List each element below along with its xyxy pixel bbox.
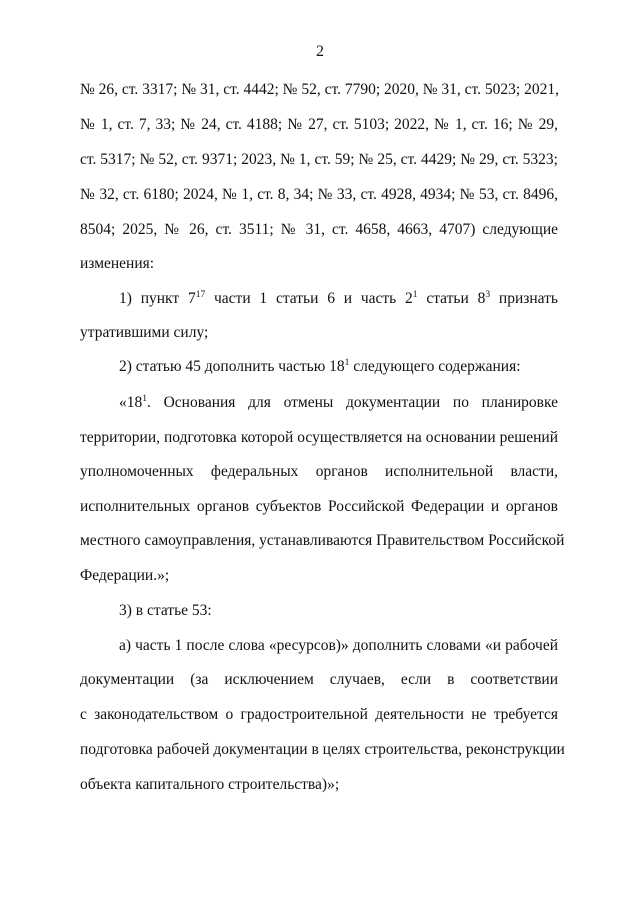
text-line: № 26, ст. 3317; № 31, ст. 4442; № 52, ст. 7790; 2020, № 31, ст. 5023; 2021, — [80, 81, 559, 98]
superscript: 1 — [344, 358, 350, 368]
superscript: 1 — [412, 290, 418, 300]
superscript: 3 — [485, 290, 491, 300]
text-line: с законодательством о градостроительной деятельности не требуется — [80, 706, 558, 723]
superscript: 17 — [195, 290, 206, 300]
text-span: 2) статью 45 дополнить частью 18 — [119, 358, 345, 375]
subitem-a-line: а) часть 1 после слова «ресурсов)» дополнить словами «и рабочей — [119, 637, 558, 654]
text-line: утратившими силу; — [80, 324, 209, 341]
text-line: местного самоуправления, устанавливаются Правительством Российской — [80, 532, 565, 549]
list-item-3-line: 3) в статье 53: — [119, 602, 212, 619]
text-span: . Основания для отмены документации по планировке — [147, 394, 558, 411]
superscript: 1 — [142, 394, 147, 404]
quoted-paragraph-line — [119, 393, 558, 413]
text-line: документации (за исключением случаев, если в соответствии — [80, 671, 558, 688]
text-line: 8504; 2025, № 26, ст. 3511; № 31, ст. 4658, 4663, 4707) следующие — [80, 221, 558, 238]
text-span: «18 — [119, 394, 143, 411]
text-line: исполнительных органов субъектов Российской Федерации и органов — [80, 498, 558, 515]
text-line: № 1, ст. 7, 33; № 24, ст. 4188; № 27, ст. 5103; 2022, № 1, ст. 16; № 29, — [80, 116, 558, 133]
text-line: территории, подготовка которой осуществляется на основании решений — [80, 429, 558, 446]
text-line: № 32, ст. 6180; 2024, № 1, ст. 8, 34; № 33, ст. 4928, 4934; № 53, ст. 8496, — [80, 186, 558, 203]
text-line: подготовка рабочей документации в целях строительства, реконструкции — [80, 741, 565, 758]
text-line: ст. 5317; № 52, ст. 9371; 2023, № 1, ст. 59; № 25, ст. 4429; № 29, ст. 5323; — [80, 151, 558, 168]
text-line: объекта капитального строительства)»; — [80, 776, 340, 793]
text-line: изменения: — [80, 255, 155, 272]
text-span: признать — [490, 290, 558, 307]
text-span: 1) пункт 7 — [119, 290, 196, 307]
text-span: части 1 статьи 6 и часть 2 — [205, 290, 413, 307]
text-line: Федерации.»; — [80, 567, 170, 584]
text-span: следующего содержания: — [349, 358, 521, 375]
list-item-1-line — [119, 289, 558, 309]
page-number: 2 — [316, 43, 324, 60]
text-line: уполномоченных федеральных органов исполнительной власти, — [80, 463, 558, 480]
list-item-2-line — [119, 357, 558, 377]
text-span: статьи 8 — [417, 290, 486, 307]
